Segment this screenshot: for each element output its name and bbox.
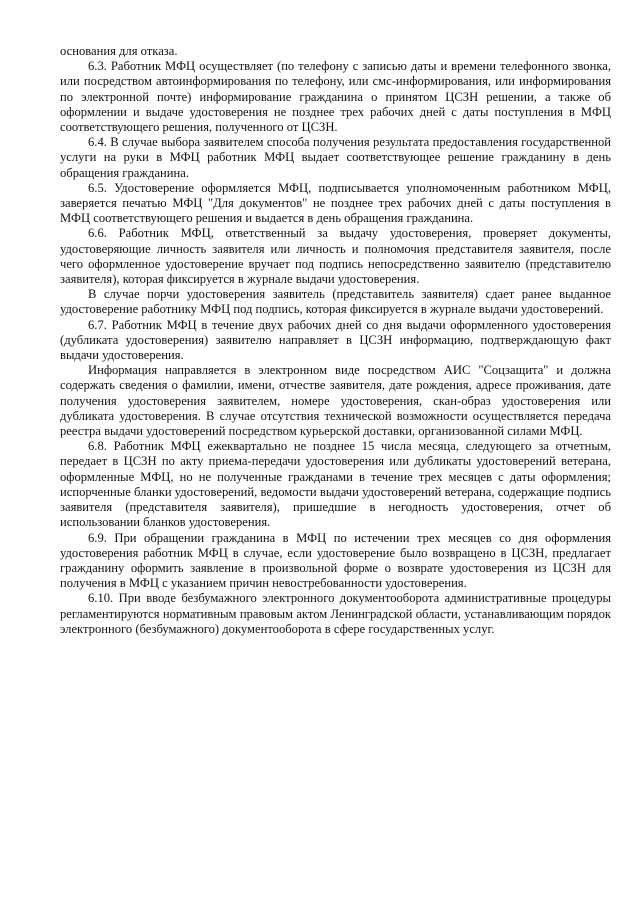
paragraph-6-4: 6.4. В случае выбора заявителем способа получения результата предоставления государственной услуги на руки в МФЦ работник МФЦ выдает соответствующее решение гражданину в день обращения гражданина. xyxy=(60,135,611,180)
paragraph-6-9: 6.9. При обращении гражданина в МФЦ по истечении трех месяцев со дня оформления удостоверения работник МФЦ в случае, если удостоверение было возвращено в ЦСЗН, предлагает гражданину оформить заявление в произвольной форме о возврате удостоверения из ЦСЗН для получения в МФЦ с указанием причин невостребованности удостоверения. xyxy=(60,530,611,591)
paragraph-6-6: 6.6. Работник МФЦ, ответственный за выдачу удостоверения, проверяет документы, удостоверяющие личность заявителя или личность и полномочия представителя заявителя, после чего оформленное удостоверение вручает под подпись непосредственно заявителю (представителю заявителя), которая фиксируется в журнале выдачи удостоверения. xyxy=(60,226,611,287)
paragraph-6-7: 6.7. Работник МФЦ в течение двух рабочих дней со дня выдачи оформленного удостоверения (дубликата удостоверения) заявителю направляет в ЦСЗН информацию, подтверждающую факт выдачи удостоверения. xyxy=(60,317,611,363)
paragraph-6-3: 6.3. Работник МФЦ осуществляет (по телефону с записью даты и времени телефонного звонка, или посредством автоинформирования по телефону, или смс-информирования, или информирования по электронной почте) информирование гражданина о принятом ЦСЗН решении, а также об оформлении и выдаче удостоверения не позднее трех рабочих дней с даты поступления в МФЦ соответствующего решения, полученного от ЦСЗН. xyxy=(60,59,611,135)
paragraph-6-6-damage: В случае порчи удостоверения заявитель (представитель заявителя) сдает ранее выданное удостоверение работнику МФЦ под подпись, которая фиксируется в журнале выдачи удостоверений. xyxy=(60,287,611,317)
paragraph-continuation: основания для отказа. xyxy=(60,44,178,58)
document-page xyxy=(60,44,611,637)
paragraph-6-5: 6.5. Удостоверение оформляется МФЦ, подписывается уполномоченным работником МФЦ, заверяется печатью МФЦ "Для документов" не позднее трех рабочих дней с даты поступления в МФЦ соответствующего решения и выдается в день обращения гражданина. xyxy=(60,180,611,226)
paragraph-6-7-info: Информация направляется в электронном виде посредством АИС "Соцзащита" и должна содержать сведения о фамилии, имени, отчестве заявителя, дате рождения, адресе проживания, дате получения удостоверения заявителем, номере удостоверения, скан-образ удостоверения или дубликата удостоверения. В случае отсутствия технической возможности осуществляется передача реестра выдачи удостоверений посредством курьерской доставки, организованной силами МФЦ. xyxy=(60,363,611,439)
paragraph-6-10: 6.10. При вводе безбумажного электронного документооборота административные процедуры регламентируются нормативным правовым актом Ленинградской области, устанавливающим порядок электронного (безбумажного) документооборота в сфере государственных услуг. xyxy=(60,591,611,636)
paragraph-6-8: 6.8. Работник МФЦ ежеквартально не позднее 15 числа месяца, следующего за отчетным, передает в ЦСЗН по акту приема-передачи удостоверения или дубликаты удостоверений ветерана, оформленные МФЦ, но не полученные гражданами в течение трех месяцев с даты оформления; испорченные бланки удостоверений, ведомости выдачи удостоверений ветерана, содержащие подпись заявителя (представителя заявителя), пришедшие в негодность удостоверения, отчет об использовании бланков удостоверения. xyxy=(60,439,611,530)
